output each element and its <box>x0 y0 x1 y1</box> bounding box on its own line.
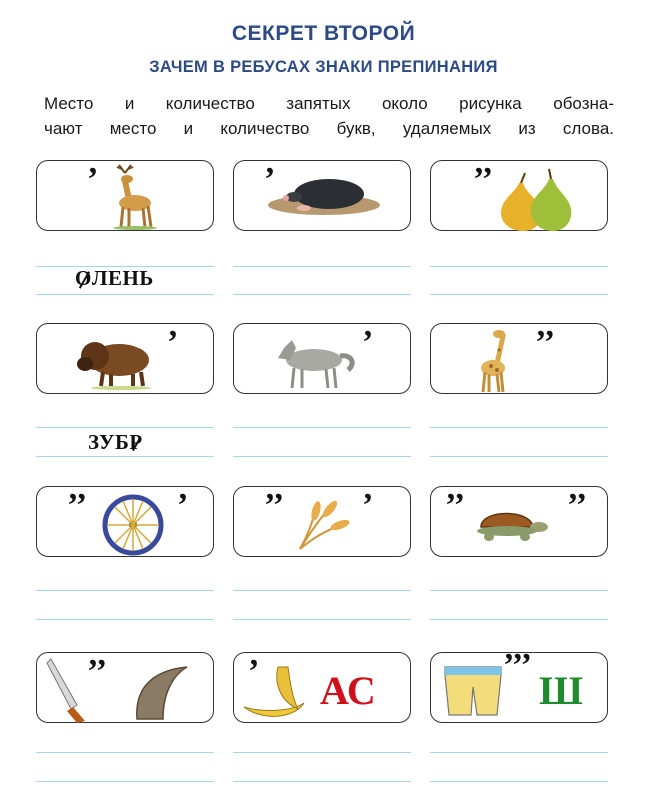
mole-icon <box>234 161 412 232</box>
answer-line <box>233 781 411 782</box>
comma-mark: ’’ <box>264 487 285 524</box>
answer-line <box>430 456 608 457</box>
answer-line <box>233 427 411 428</box>
answer-line <box>233 266 411 267</box>
rebus-card-wheat <box>233 486 411 557</box>
rebus-card-wolf <box>233 323 411 394</box>
bison-icon <box>37 324 215 395</box>
answer-zubr <box>88 430 143 455</box>
letter-sha: Ш <box>539 668 583 713</box>
rebus-card-saw-horn <box>36 652 214 723</box>
answer-line <box>430 752 608 753</box>
comma-mark: ’’’ <box>503 647 532 684</box>
answer-rest: ЛЕНЬ <box>91 266 154 290</box>
answer-line <box>430 781 608 782</box>
answer-olen <box>75 266 154 291</box>
answer-line <box>430 619 608 620</box>
answer-line <box>36 427 214 428</box>
comma-mark: ’ <box>167 324 179 361</box>
page-title: СЕКРЕТ ВТОРОЙ <box>231 22 416 45</box>
pears-icon <box>431 161 609 232</box>
comma-mark: ’ <box>362 324 374 361</box>
turtle-icon <box>431 487 609 558</box>
intro-text-line-2: чают место и количество букв, удаляемых из слова. <box>44 119 614 138</box>
comma-mark: ’’ <box>473 161 494 198</box>
rebus-card-turtle <box>430 486 608 557</box>
answer-start: ЗУБ <box>88 430 130 454</box>
comma-mark: ’ <box>248 653 260 690</box>
deer-icon <box>37 161 215 232</box>
answer-line <box>430 427 608 428</box>
comma-mark: ’ <box>264 161 276 198</box>
comma-mark: ’ <box>87 161 99 198</box>
answer-line <box>36 294 214 295</box>
comma-mark: ’’ <box>67 487 88 524</box>
answer-line <box>233 752 411 753</box>
answer-line <box>430 266 608 267</box>
wheel-icon <box>37 487 215 558</box>
answer-line <box>233 590 411 591</box>
rebus-card-wheel <box>36 486 214 557</box>
answer-line <box>36 619 214 620</box>
rebus-card-pears <box>430 160 608 231</box>
comma-mark: ’’ <box>445 487 466 524</box>
rebus-card-bananas <box>233 652 411 723</box>
struck-letter: Р <box>129 430 143 454</box>
comma-mark: ’’ <box>567 487 588 524</box>
answer-line <box>36 456 214 457</box>
answer-line <box>36 590 214 591</box>
rebus-card-giraffe <box>430 323 608 394</box>
answer-line <box>233 619 411 620</box>
rebus-card-bison <box>36 323 214 394</box>
page-subtitle: ЗАЧЕМ В РЕБУСАХ ЗНАКИ ПРЕПИНАНИЯ <box>149 58 498 76</box>
answer-line <box>430 294 608 295</box>
rebus-card-deer <box>36 160 214 231</box>
intro-text-line-1: Место и количество запятых около рисунка обозна- <box>44 94 614 113</box>
struck-letter: О <box>75 266 92 290</box>
giraffe-icon <box>431 324 609 395</box>
comma-mark: ’’ <box>87 653 108 690</box>
comma-mark: ’ <box>362 487 374 524</box>
comma-mark: ’’ <box>535 324 556 361</box>
saw-and-horn-icon <box>37 653 215 724</box>
rebus-card-shorts <box>430 647 608 723</box>
answer-line <box>233 294 411 295</box>
rebus-card-mole <box>233 160 411 231</box>
wolf-icon <box>234 324 412 395</box>
wheat-icon <box>234 487 412 558</box>
answer-line <box>36 781 214 782</box>
answer-line <box>430 590 608 591</box>
letters-as: АС <box>320 668 376 713</box>
comma-mark: ’ <box>177 487 189 524</box>
answer-line <box>233 456 411 457</box>
answer-line <box>36 752 214 753</box>
